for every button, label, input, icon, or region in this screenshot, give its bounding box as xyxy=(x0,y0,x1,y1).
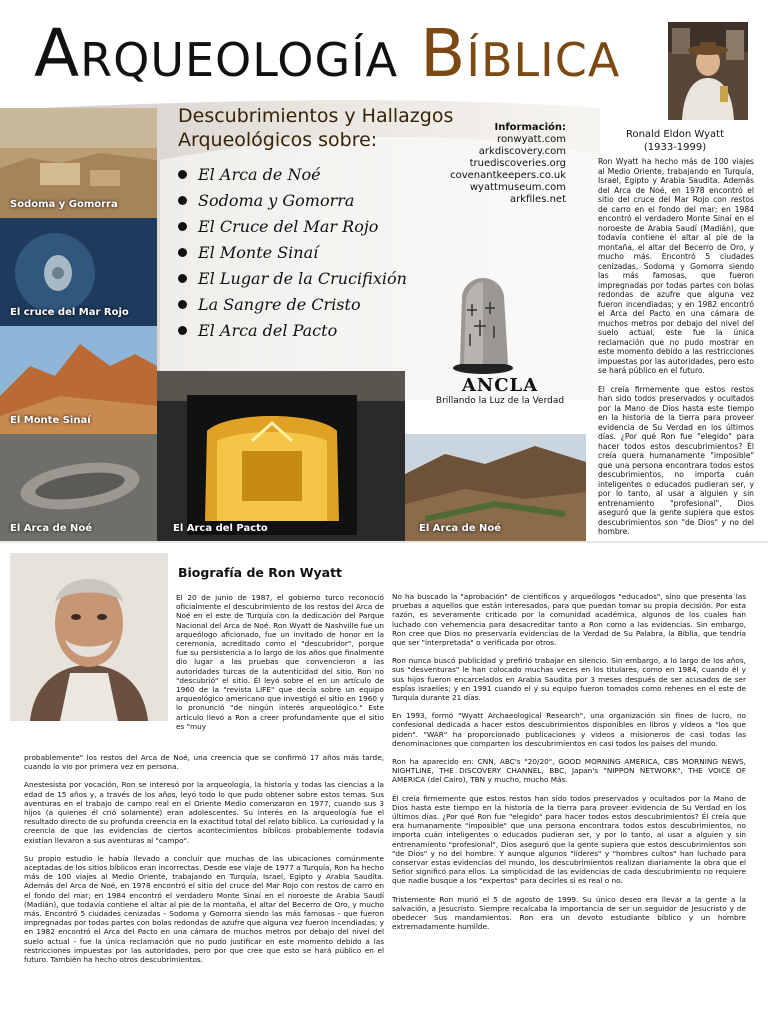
info-link: wyattmuseum.com xyxy=(469,182,566,193)
ancla-stone-tablet-icon xyxy=(450,276,516,376)
image-arca-pacto xyxy=(157,371,405,542)
info-label: Información: xyxy=(494,122,566,133)
info-link: arkdiscovery.com xyxy=(478,146,566,157)
biography-paragraph: Ron ha aparecido en: CNN, ABC's "20/20", GOOD MORNING AMERICA, CBS MORNING NEWS, NIGHTLINE, THE DISCOVERY CHANNEL, BBC, Japan's "NIPPON NETWORK", THE VOICE OF AMERICA (del Cairo), TBN y mucho, mucho Más. xyxy=(392,757,746,785)
person-name: Ronald Eldon Wyatt xyxy=(625,129,725,140)
title-word2: Bíblica xyxy=(420,15,621,92)
caption-arca-pacto: El Arca del Pacto xyxy=(173,523,268,534)
sidebar-bio-paragraph: Ron Wyatt ha hecho más de 100 viajes al Medio Oriente, trabajando en Turquía, Israel, Egipto y Arabia Saudita. Además del Arca de Noé, en 1978 encontró el sitio del cruce del Mar Rojo con restos de carro en el fondo del mar; en 1984 encontró el verdadero Monte Sinaí en el noroeste de Arabia Saudí (Madián), que todavía contiene el altar al pie de la montaña, el altar del Becerro de Oro, y mucho más. Encontró 5 ciudades cenizadas, Sodoma y Gomorra siendo las más famosas, que fueron impregnadas por todas partes con bolas redondas de azufre que alguna vez fueron incendiadas; y en 1982 encontró el Arca del Pacto en una cámara de muchos metros por debajo del nivel del suelo actual, este fue la única reclamación que no pudo mostrar en este momento debido a las restricciones impuestas por las autoridades, pero esto se hará público en el futuro. xyxy=(598,157,754,375)
page-title xyxy=(34,14,620,94)
info-link: ronwyatt.com xyxy=(497,134,566,145)
discoveries-heading xyxy=(178,104,453,152)
biography-paragraph: No ha buscado la "aprobación" de científicos y arqueólogos "educados", sino que presenta las pruebas a aquellos que están interesados, para que puedan tomar su propia decisión. Por esta razón, es severamente criticado por la comunidad académica, algunos de los cuales han luchado con vehemencia para desacreditar tanto a Ron como a las evidencias. Sin embargo, Ron cree que Dios no preservaría evidencias de la Verdad de Su Palabra, la Biblia, que tendría que ser "interpretada" o verificada por otros. xyxy=(392,592,746,648)
image-mar-rojo xyxy=(0,218,157,326)
info-links xyxy=(418,122,566,206)
section-divider xyxy=(0,541,768,543)
biography-column-right xyxy=(392,592,746,941)
sidebar-bio-paragraph: El creía firmemente que estos restos han sido todos preservados y ocultados por la Mano de Dios hasta este tiempo en la historia de la tierra para proveer evidencia de Su Verdad en los últimos días. ¿Por qué Ron fue "elegido" para hacer todos estos descubrimientos? Él creía quera humanamente "imposible" que una persona encontrara todos estos descubrimientos, no importa cuán inteligentes o educados pudieran ser, y por lo tanto, al usar a alguien y sin entrenamiento "profesional", Dios aseguró que la gente supiera que estos descubrimientos son "de Dios" y no del hombre. xyxy=(598,384,754,536)
info-link: arkfiles.net xyxy=(509,194,566,205)
caption-arca-noe-right: El Arca de Noé xyxy=(419,523,502,534)
list-item: El Lugar de la Crucifixión xyxy=(178,266,407,292)
ron-wyatt-portrait-large xyxy=(10,553,168,721)
caption-mar-rojo: El cruce del Mar Rojo xyxy=(10,307,129,318)
biography-paragraph-1-top: El 20 de junio de 1987, el gobierno turco reconoció oficialmente el descubrimiento de los restos del Arca de Noé en el este de Turquía con la dedicación del Parque Nacional del Arca de Noé. Ron Wyatt de Nashville fue un arqueólogo aficionado, fue un invitado de honor en la ceremonia, acreditado como el "descubridor", porque fue su persistencia a lo largo de los años que finalmente dio lugar a las pruebas que convencieron a las autoridades turcas de la autenticidad del sitio. Ron no "descubrió" el sitio. Él leyó sobre el en un artículo de 1960 de la "revista LIFE" que decía sobre un equipo arqueológico americano que investigó el sitio en 1960 y lo pronunció "de ningún interés arqueológico." Este artículo llevó a Ron a creer profundamente que el sitio es "muy xyxy=(176,593,384,731)
biography-column-left xyxy=(24,753,384,973)
list-item: La Sangre de Cristo xyxy=(178,292,407,318)
ron-wyatt-portrait-small xyxy=(668,22,748,120)
info-link: covenantkeepers.co.uk xyxy=(450,170,566,181)
info-link: truediscoveries.org xyxy=(469,158,566,169)
ancla-title: ANCLA xyxy=(461,375,539,396)
title-word1: Arqueología xyxy=(34,15,399,92)
image-arca-noe-right xyxy=(405,434,586,542)
biography-paragraph: Él creía firmemente que estos restos han sido todos preservados y ocultados por la Mano de Dios hasta este tiempo en la historia de la tierra para proveer evidencia de Su Verdad en los últimos días. ¿Por qué Ron fue "elegido" para hacer todos estos descubrimientos? Él creía que era humanamente "imposible" que una persona encontrara todos estos descubrimientos, no importa cuán inteligentes o educados pudieran ser, y por lo tanto, al usar a alguien y sin entrenamiento "profesional", Dios aseguró que la gente supiera que estos descubrimientos son "de Dios" y no del hombre. Y aunque algunos "líderes" y "hombres cultos" han luchado para conservar estas evidencias del mundo, los descubrimientos realizan diariamente la obra que el Señor significó para ellos. La simplicidad de las evidencias de cada descubrimiento no requiere que nadie busque a los "expertos" para decirles si es real o no. xyxy=(392,793,746,886)
image-sodoma-gomorra xyxy=(0,108,157,218)
list-item: El Arca del Pacto xyxy=(178,318,407,344)
caption-sodoma: Sodoma y Gomorra xyxy=(10,199,118,210)
ark-covenant-photo-icon xyxy=(157,371,405,542)
image-monte-sinai xyxy=(0,326,157,434)
sidebar-bio xyxy=(598,157,754,546)
caption-arca-noe-left: El Arca de Noé xyxy=(10,523,93,534)
list-item: Sodoma y Gomorra xyxy=(178,188,407,214)
person-name-block xyxy=(600,128,750,154)
biography-paragraph: probablemente" los restos del Arca de Noé, una creencia que se confirmó 17 años más tarde, cuando lo vio por primera vez en persona. xyxy=(24,753,384,772)
biography-paragraph: Su propio estudio le había llevado a concluir que muchas de las ubicaciones comúnmente aceptadas de los sitios bíblicos eran incorrectas. Desde ese viaje de 1977 a Turquía, Ron ha hecho más de 100 viajes al Medio Oriente, trabajando en Turquía, Israel, Egipto y Arabia Saudita. Además del Arca de Noé, en 1978 encontró el sitio del cruce del Mar Rojo con restos de carro en el fondo del mar; en 1984 encontró el verdadero Monte Sinaí en el noroeste de Arabia Saudí (Madián), que todavía contiene el altar al pie de la montaña, el altar del Becerro de Oro, y mucho más. Encontró 5 ciudades cenizadas - Sodoma y Gomorra siendo las más famosas - que fueron impregnadas por todas partes con bolas redondas de azufre que alguna vez fueron incendiadas; y en 1982 encontró el Arca del Pacto en una cámara de muchos metros por debajo del nivel del suelo actual - fue la única reclamación que no pudo justificar en este momento debido a las restricciones impuestas por las autoridades, pero por que cree que esto se hará público en el futuro. También ha hecho otros descubrimientos. xyxy=(24,853,384,965)
ancla-logo xyxy=(420,375,580,406)
biography-paragraph: Anestesista por vocación, Ron se interesó por la arqueología, la historia y todas las ciencias a la edad de 15 años y, a través de los años, leyó todo lo que pudo obtener sobre estos temas. Sus aventuras en el trabajo de campo real en el Oriente Medio comenzaron en 1977, cuando sus 3 hijos (a quienes él crió solamente) eran adolescentes. Su interés en la arqueología fue el resultado directo de su profunda creencia en la exactitud total del relato bíblico. La curiosidad y la creencia de que las evidencias de ciertos acontecimientos bíblicos probablemente todavía existían llevaron a sus aventuras al "campo". xyxy=(24,780,384,845)
biography-title: Biografía de Ron Wyatt xyxy=(178,565,343,580)
biography-paragraph: Ron nunca buscó publicidad y prefirió trabajar en silencio. Sin embargo, a lo largo de los años, sus "desventuras" le han colocado muchas veces en los titulares, como en 1984, cuando él y sus hijos fueron encarcelados en Arabia Saudita por 3 meses después de ser acusados de ser espías israelíes; y en 1991 cuando el y su equipo fueron tomados como rehenes en el este de Turquía durante 21 días. xyxy=(392,656,746,703)
list-item: El Arca de Noé xyxy=(178,162,407,188)
discoveries-heading-line1: Descubrimientos y Hallazgos xyxy=(178,105,454,127)
image-arca-noe-left xyxy=(0,434,157,542)
biography-paragraph: En 1993, formó "Wyatt Archaeological Research", una organización sin fines de lucro, no confesional dedicada a hacer estos descubrimientos disponibles en libros y videos a "los que piden". "WAR" ha proporcionado publicaciones y videos a misioneros de casi todas las denominaciones que comparten los descubrimientos en casi todos los países del mundo. xyxy=(392,711,746,748)
discoveries-list xyxy=(178,162,407,344)
list-item: El Monte Sinaí xyxy=(178,240,407,266)
biography-paragraph: Tristemente Ron murió el 5 de agosto de 1999. Su único deseo era llevar a la gente a la salvación, a Jesucristo. Siempre recalcaba la importancia de ser un seguidor de Jesucristo y de obedecer Sus mandamientos. Ron era un devoto estudiante bíblico y un hombre extremadamente humilde. xyxy=(392,894,746,932)
person-years: (1933-1999) xyxy=(643,142,707,153)
ancla-tagline: Brillando la Luz de la Verdad xyxy=(435,396,565,406)
list-item: El Cruce del Mar Rojo xyxy=(178,214,407,240)
discoveries-heading-line2: Arqueológicos sobre: xyxy=(178,129,378,151)
caption-sinai: El Monte Sinaí xyxy=(10,415,91,426)
